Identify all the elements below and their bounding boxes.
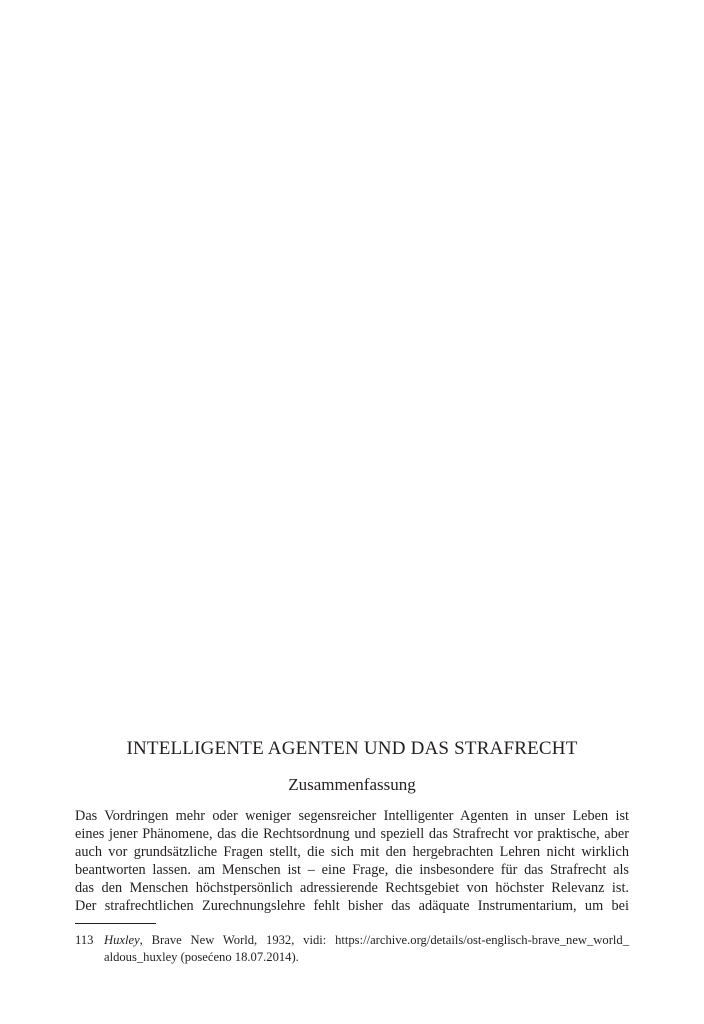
footnote-author: Huxley (104, 933, 140, 947)
paragraph-line: auch vor grundsätzliche Fragen stellt, die sich mit den hergebrachten Lehren nicht wirklich (75, 844, 629, 861)
section-subtitle: Zusammenfassung (288, 775, 416, 794)
footnote-citation-continued: aldous_huxley (posećeno 18.07.2014). (104, 949, 299, 964)
summary-paragraph (75, 807, 629, 916)
footnote-citation: , Brave New World, 1932, vidi: https://archive.org/details/ost-englisch-brave_new_world_ (139, 933, 629, 947)
paragraph-line: beantworten lassen. am Menschen ist – eine Frage, die insbesondere für das Strafrecht als (75, 862, 629, 879)
footnote-line (104, 932, 629, 949)
paragraph-line: Das Vordringen mehr oder weniger segensreicher Intelligenter Agenten in unser Leben ist (75, 808, 629, 824)
paragraph-line: Der strafrechtlichen Zurechnungslehre fehlt bisher das adäquate Instrumentarium, um bei (75, 898, 629, 915)
footnote (75, 932, 629, 965)
footnote-number: 113 (75, 933, 94, 947)
footnote-separator (75, 923, 156, 924)
section-title: INTELLIGENTE AGENTEN UND DAS STRAFRECHT (126, 738, 578, 759)
paragraph-line: eines jener Phänomene, das die Rechtsordnung und speziell das Strafrecht vor praktische, aber (75, 826, 629, 843)
paragraph-line: das den Menschen höchstpersönlich adressierende Rechtsgebiet von höchster Relevanz ist. (75, 880, 629, 897)
